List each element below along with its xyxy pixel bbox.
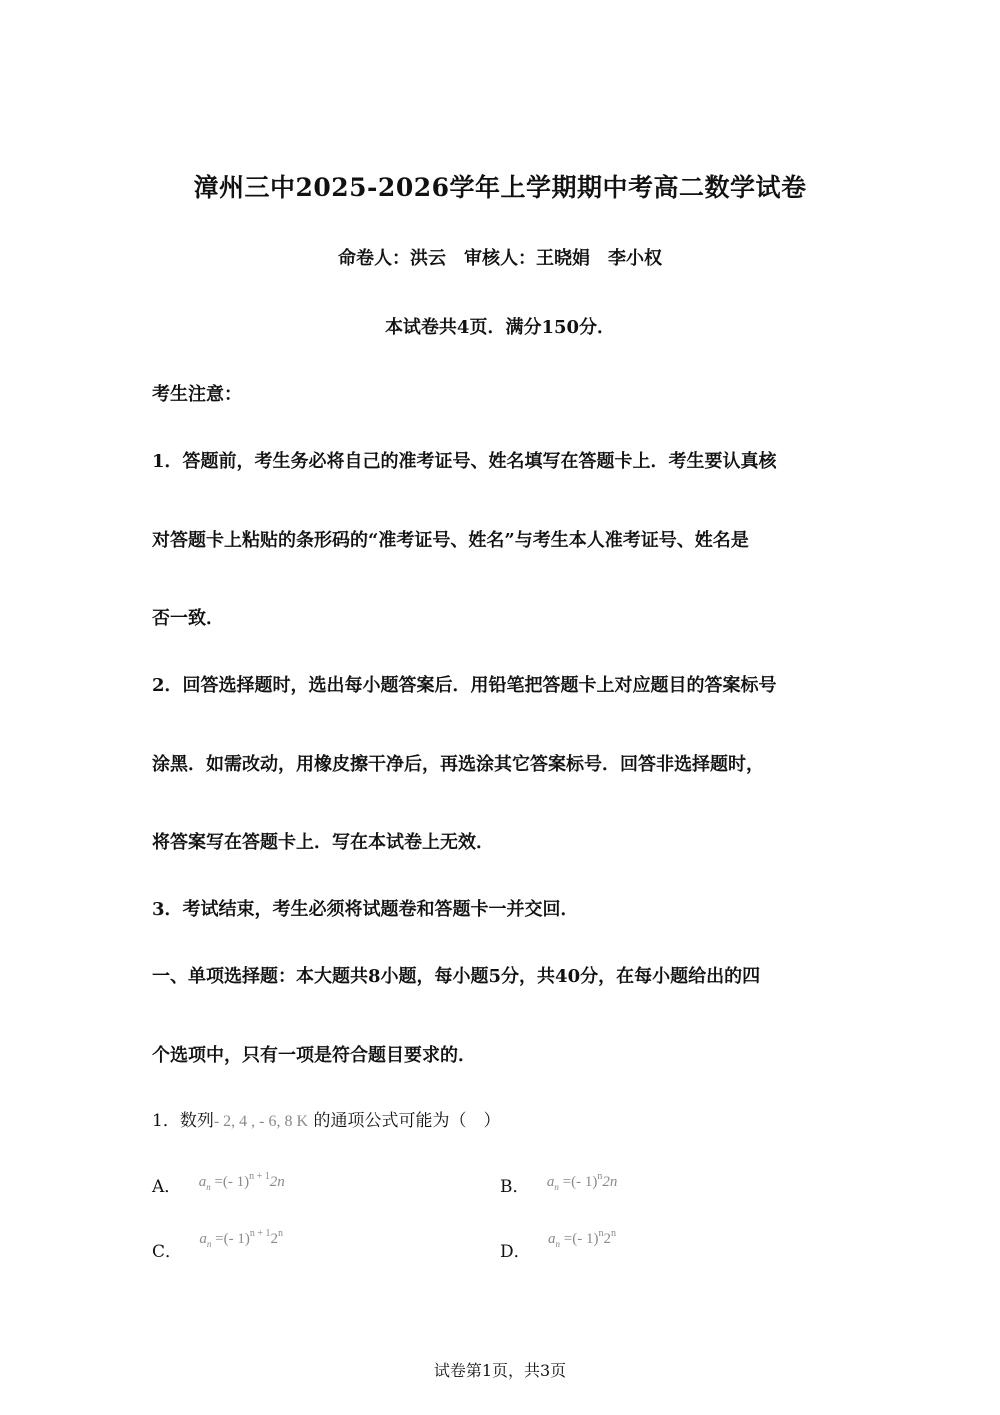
option-formula: $a_n$ =(- 1)$^{n + 1}$2n <box>198 1171 285 1192</box>
option-d <box>500 1228 616 1263</box>
option-label: A． <box>152 1177 182 1197</box>
option-formula: $a_n$ =(- 1)$^n$2$^n$ <box>548 1228 616 1249</box>
option-b <box>500 1172 617 1198</box>
notice-heading: 考生注意： <box>152 384 242 405</box>
option-a <box>152 1172 285 1198</box>
option-label: B． <box>500 1177 530 1197</box>
notice-line: 对答题卡上粘贴的条形码的“准考证号、姓名”与考生本人准考证号、姓名是 <box>152 530 749 551</box>
section-heading-line: 个选项中，只有一项是符合题目要求的． <box>152 1045 476 1066</box>
page-footer: 试卷第1页，共3页 <box>433 1361 567 1380</box>
exam-title: 漳州三中2025-2026学年上学期期中考高二数学试卷 <box>193 173 807 202</box>
option-c <box>152 1228 284 1263</box>
notice-line: 3．考试结束，考生必须将试题卷和答题卡一并交回． <box>152 899 579 920</box>
section-heading-line: 一、单项选择题：本大题共8小题，每小题5分，共40分，在每小题给出的四 <box>152 966 761 987</box>
authors-line: 命卷人：洪云 审核人：王晓娟 李小权 <box>338 248 662 269</box>
option-formula: $a_n$ =(- 1)$^n$2n <box>546 1171 618 1192</box>
notice-line: 将答案写在答题卡上．写在本试卷上无效． <box>152 832 494 853</box>
question-1-sequence: - 2, 4 , - 6, 8 K <box>213 1113 309 1130</box>
notice-line: 涂黑．如需改动，用橡皮擦干净后，再选涂其它答案标号．回答非选择题时， <box>152 754 764 775</box>
question-1-prefix: 1．数列 <box>152 1111 214 1131</box>
notice-line: 2．回答选择题时，选出每小题答案后．用铅笔把答题卡上对应题目的答案标号 <box>152 675 777 696</box>
option-label: C． <box>152 1242 183 1262</box>
notice-line: 否一致． <box>152 608 224 629</box>
question-1-stem <box>152 1106 500 1131</box>
option-formula: $a_n$ =(- 1)$^{n + 1}$2$^n$ <box>199 1228 284 1249</box>
question-1-suffix: 的通项公式可能为（ ） <box>313 1111 501 1131</box>
notice-line: 1．答题前，考生务必将自己的准考证号、姓名填写在答题卡上．考生要认真核 <box>152 451 777 472</box>
option-label: D． <box>500 1242 531 1262</box>
exam-summary: 本试卷共4页．满分150分． <box>384 317 616 338</box>
